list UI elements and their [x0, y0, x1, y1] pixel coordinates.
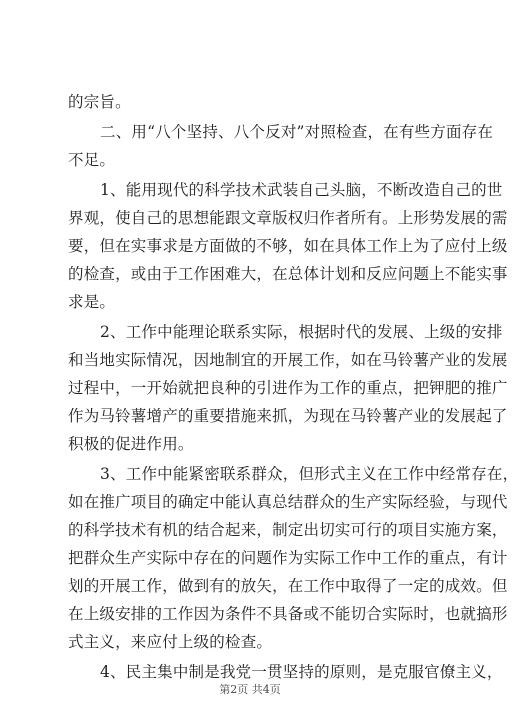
text-line: 的检查，或由于工作困难大，在总体计划和反应问题上不能实事 — [68, 265, 508, 283]
text-line: 式主义，来应付上级的检查。 — [68, 633, 273, 651]
paragraph-start-line: 1、能用现代的科学技术武装自己头脑，不断改造自己的世 — [100, 181, 503, 199]
text-line: 过程中，一开始就把良种的引进作为工作的重点，把钾肥的推广 — [68, 379, 508, 397]
text-line: 积极的促进作用。 — [68, 435, 194, 453]
text-line: 划的开展工作，做到有的放矢，在工作中取得了一定的成效。但 — [68, 577, 508, 595]
text-line: 界观，使自己的思想能跟文章版权归作者所有。上形势发展的需 — [68, 209, 508, 227]
text-line: 和当地实际情况，因地制宜的开展工作，如在马铃薯产业的发展 — [68, 351, 508, 369]
text-line: 如在推广项目的确定中能认真总结群众的生产实际经验，与现代 — [68, 493, 508, 511]
text-line: 把群众生产实际中存在的问题作为实际工作中工作的重点，有计 — [68, 549, 508, 567]
text-line: 不足。 — [68, 151, 116, 169]
text-line: 的科学技术有机的结合起来，制定出切实可行的项目实施方案， — [68, 521, 508, 539]
paragraph-start-line: 3、工作中能紧密联系群众，但形式主义在工作中经常存在， — [100, 465, 518, 483]
text-line: 作为马铃薯增产的重要措施来抓，为现在马铃薯产业的发展起了 — [68, 407, 508, 425]
text-line: 在上级安排的工作因为条件不具备或不能切合实际时，也就搞形 — [68, 605, 508, 623]
text-line: 的宗旨。 — [68, 93, 131, 111]
paragraph-start-line: 4、民主集中制是我党一贯坚持的原则，是克服官僚主义， — [100, 663, 503, 681]
section-heading-line: 二、用“八个坚持、八个反对”对照检查，在有些方面存在 — [100, 123, 494, 141]
text-line: 要，但在实事求是方面做的不够，如在具体工作上为了应付上级 — [68, 237, 508, 255]
text-line: 求是。 — [68, 293, 116, 311]
paragraph-start-line: 2、工作中能理论联系实际，根据时代的发展、上级的安排 — [100, 323, 503, 341]
page-number-footer: 第2页 共4页 — [219, 683, 281, 696]
